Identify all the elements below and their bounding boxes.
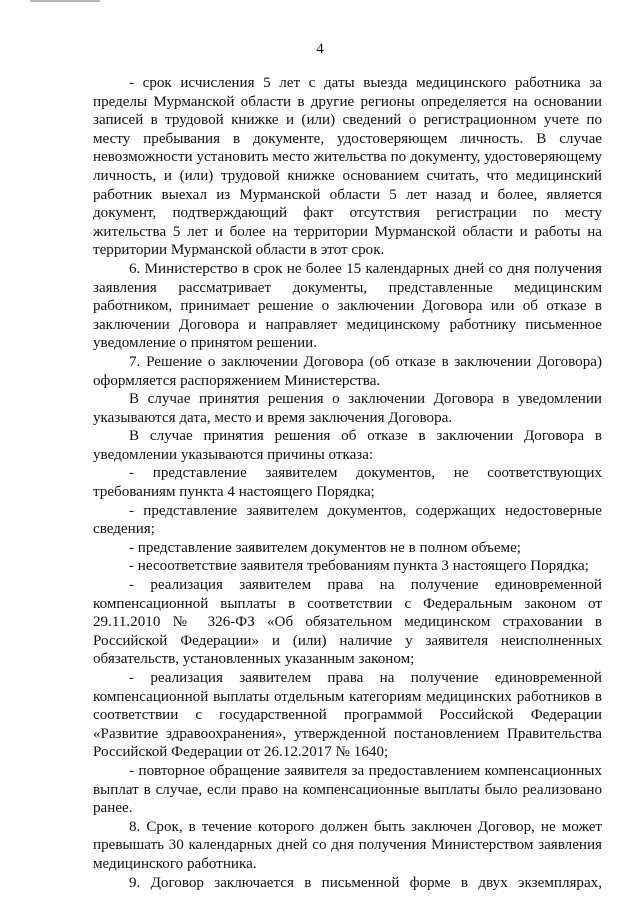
paragraph: 8. Срок, в течение которого должен быть заключен Договор, не может превышать 30 календарных дней со дня получения Министерством заявления медицинского работника. [93,818,602,872]
list-item: - повторное обращение заявителя за предоставлением компенсационных выплат в случае, если право на компенсационные выплаты было реализовано ранее. [93,762,602,817]
list-item: - представление заявителем документов не в полном объеме; [129,539,521,556]
scan-artifact-line [30,0,100,2]
document-body [93,74,602,892]
paragraph: - срок исчисления 5 лет с даты выезда медицинского работника за пределы Мурманской области в другие регионы определяется на основании записей в трудовой книжке и (или) сведений о регистрационном учете по месту пребывания в документе, удостоверяющем личность. В случае невозможности установить место жительства по документу, удостоверяющему личность, и (или) трудовой книжке основанием считать, что медицинский работник выехал из Мурманской области 5 лет назад и более, является документ, подтверждающий факт отсутствия регистрации по месту жительства 5 лет и более на территории Мурманской области и работы на территории Мурманской области в этот срок. [93,75,602,259]
list-item: - несоответствие заявителя требованиям пункта 3 настоящего Порядка; [129,558,589,575]
page-number: 4 [316,41,324,57]
paragraph: 7. Решение о заключении Договора (об отказе в заключении Договора) оформляется распоряжением Министерства. [93,353,602,389]
paragraph: В случае принятия решения об отказе в заключении Договора в уведомлении указываются причины отказа: [93,428,602,463]
paragraph: 6. Министерство в срок не более 15 календарных дней со дня получения заявления рассматривает документы, представленные медицинским работником, принимает решение о заключении Договора или об отказе в заключении Договора и направляет медицинскому работнику письменное уведомление о принятом решении. [93,260,602,352]
paragraph: В случае принятия решения о заключении Договора в уведомлении указываются дата, место и время заключения Договора. [93,391,602,426]
list-item: - представление заявителем документов, не соответствующих требованиям пункта 4 настоящего Порядка; [93,465,602,501]
paragraph: 9. Договор заключается в письменной форме в двух экземплярах, [129,874,602,891]
list-item: - реализация заявителем права на получение единовременной компенсационной выплаты в соответствии с Федеральным законом от 29.11.2010 № 326-ФЗ «Об обязательном медицинском страховании в Российской Федерации» и (или) наличие у заявителя неисполненных обязательств, установленных указанным законом; [93,577,602,668]
list-item: - представление заявителем документов, содержащих недостоверные сведения; [93,502,602,538]
list-item: - реализация заявителем права на получение единовременной компенсационной выплаты отдельным категориям медицинских работников в соответствии с государственной программой Российской Федерации «Развитие здравоохранения», утвержденной постановлением Правительства Российской Федерации от 26.12.2017 № 1640; [93,670,602,761]
